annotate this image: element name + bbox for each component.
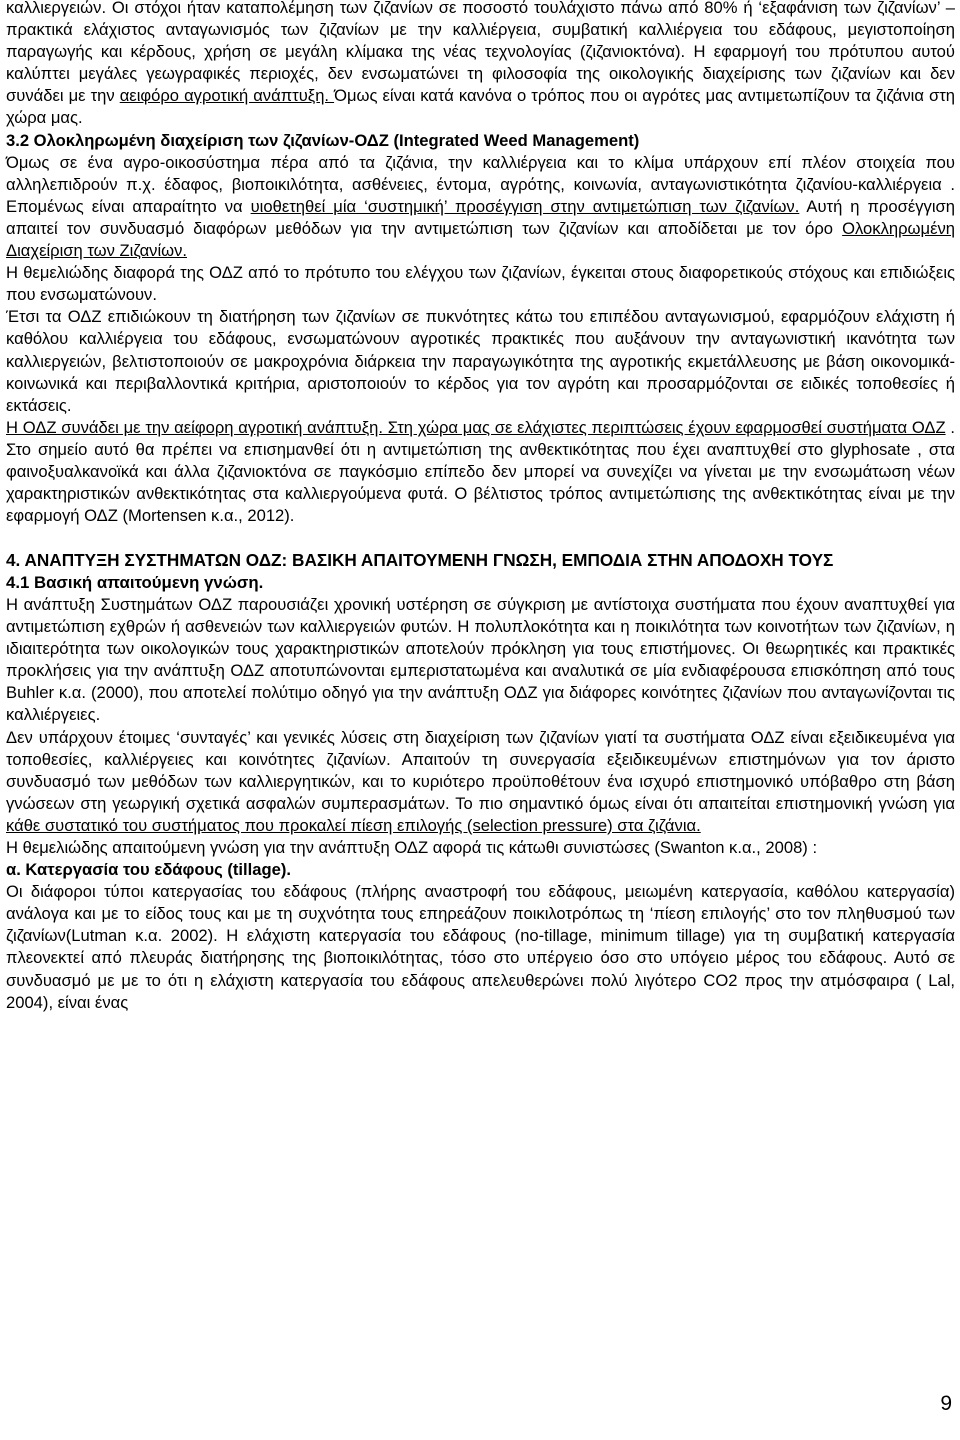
document-page xyxy=(6,0,955,1014)
section-3-2-paragraph-4 xyxy=(6,417,955,527)
section-spacer xyxy=(6,527,955,549)
s32-p1-underlined-2: Ολοκληρωμένη Διαχείριση των Ζιζανίων. xyxy=(6,218,955,261)
section-3-2-paragraph-3: Έτσι τα ΟΔΖ επιδιώκουν τη διατήρηση των ζιζανίων σε πυκνότητες κάτω του επιπέδου ανταγωνισμού, εφαρμόζουν ελάχιστη ή καθόλου καλλιέργεια του εδάφους, ενσωματώνουν αγροτικές πρακτικές που αυξάνουν την ανταγωνιστική ικανότητα των καλλιεργειών, βελτιστοποιούν σε μακροχρόνια διάρκεια την παραγωγικότητα της αγροτικής εκμετάλλευσης με βάση οικονομικά-κοινωνικά και περιβαλλοντικά κριτήρια, αριστοποιούν το κέρδος για τον αγρότη και προσαρμόζονται σε ειδικές τοποθεσίες ή εκτάσεις. xyxy=(6,307,955,415)
section-4-paragraph-3: Η θεμελιώδης απαιτούμενη γνώση για την ανάπτυξη ΟΔΖ αφορά τις κάτωθι συνιστώσες (Swanton κ.α., 2008) : xyxy=(6,837,818,857)
page-number: 9 xyxy=(940,1392,952,1415)
section-4-paragraph-2 xyxy=(6,727,955,837)
s32-p4-text: . Στο σημείο αυτό θα πρέπει να επισημανθεί ότι η αντιμετώπιση της ανθεκτικότητας που έχει αναπτυχθεί στο glyphosate , στα φαινοξυαλκανοϊκά και άλλα ζιζανιοκτόνα σε παγκόσμιο επίπεδο δεν μπορεί να συνεχίζει να γίνεται με την ενσωμάτωση νέων χαρακτηριστικών ανθεκτικότητας στα καλλιεργούμενα φυτά. Ο βέλτιστος τρόπος αντιμετώπισης της ανθεκτικότητας είναι με την εφαρμογή ΟΔΖ (Mortensen κ.α., 2012). xyxy=(6,417,955,526)
s32-p1-underlined-1: υιοθετηθεί μία ‘συστημική’ προσέγγιση στην αντιμετώπιση των ζιζανίων. xyxy=(250,196,800,216)
intro-text-2: Όμως είναι κατά κανόνα ο τρόπος που οι αγρότες μας αντιμετωπίζουν τα ζιζάνια στη χώρα μας. xyxy=(6,86,955,128)
section-4-paragraph-4: Οι διάφοροι τύποι κατεργασίας του εδάφους (πλήρης αναστροφή του εδάφους, μειωμένη κατεργασία, καθόλου κατεργασία) ανάλογα και με το είδος τους και με τη συχνότητα τους επηρεάζουν ποικιλοτρόπως τη ‘πίεση επιλογής’ στο τον πληθυσμού των ζιζανίων(Lutman κ.α. 2002). Η ελάχιστη κατεργασία του εδάφους (no-tillage, minimum tillage) για τη συμβατική κατεργασία πλεονεκτεί από πλευράς διατήρησης της βιοποικιλότητας, τόσο στο υπέργειο όσο στο υπόγειο μέρος του εδάφους. Αυτό σε συνδυασμό με με το ότι η ελάχιστη κατεργασία του εδάφους απελευθερώνει πολύ λιγότερο CO2 προς την ατμόσφαιρα ( Lal, 2004), είναι ένας xyxy=(6,882,955,1012)
section-3-2-paragraph-1 xyxy=(6,152,955,262)
section-3-2-heading: 3.2 Ολοκληρωμένη διαχείριση των ζιζανίων-ΟΔΖ (Integrated Weed Management) xyxy=(6,130,640,150)
s4-p2-underlined: κάθε συστατικό του συστήματος που προκαλεί πίεση επιλογής (selection pressure) στα ζιζάνια. xyxy=(6,815,701,835)
section-4-1-heading: 4.1 Βασική απαιτούμενη γνώση. xyxy=(6,572,264,592)
intro-text-1: καλλιεργειών. Οι στόχοι ήταν καταπολέμηση των ζιζανίων σε ποσοστό τουλάχιστο πάνω από 80% ή ‘εξαφάνιση των ζιζανίων’ –πρακτικά ελάχιστος ανταγωνισμός των ζιζανίων με την καλλιέργεια, συμβατική καλλιέργεια του εδάφους, μεγιστοποίηση παραγωγής και κέρδους, χρήση σε μεγάλη κλίμακα της νέας τεχνολογίας (ζιζανιοκτόνα). Η εφαρμογή του πρότυπου αυτού καλύπτει μεγάλες γεωγραφικές περιοχές, δεν ενσωματώνει τη φιλοσοφία της οικολογικής διαχείρισης των ζιζανίων και δεν συνάδει με την xyxy=(6,0,955,106)
section-4-heading: 4. ΑΝΑΠΤΥΞΗ ΣΥΣΤΗΜΑΤΩΝ ΟΔΖ: ΒΑΣΙΚΗ ΑΠΑΙΤΟΥΜΕΝΗ ΓΝΩΣΗ, ΕΜΠΟΔΙΑ ΣΤΗΝ ΑΠΟΔΟΧΗ ΤΟΥΣ xyxy=(6,550,834,571)
s4-p2-text: Δεν υπάρχουν έτοιμες ‘συνταγές’ και γενικές λύσεις στη διαχείριση των ζιζανίων γιατί τα συστήματα ΟΔΖ είναι εξειδικευμένα για τοποθεσίες, καλλιέργειες και κοινότητες ζιζανίων. Απαιτούν τη συνεργασία εξειδικευμένων επιστημόνων για τον άριστο συνδυασμό των μεθόδων των καλλιεργητικών, και το κυριότερο προϋποθέτουν ένα ισχυρό επιστημονικό υπόβαθρο στη βάση γνώσεων στη γεωργική σχετικά ασφαλών συμπερασμάτων. Το πιο σημαντικό όμως είναι ότι απαιτείται επιστημονική γνώση για xyxy=(6,727,955,813)
item-a-heading: α. Κατεργασία του εδάφους (tillage). xyxy=(6,860,291,880)
s32-p4-underlined: Η ΟΔΖ συνάδει με την αείφορη αγροτική ανάπτυξη. Στη χώρα μας σε ελάχιστες περιπτώσεις έχουν εφαρμοσθεί συστήματα ΟΔΖ xyxy=(6,417,946,437)
section-3-2-paragraph-2: Η θεμελιώδης διαφορά της ΟΔΖ από το πρότυπο του ελέγχου των ζιζανίων, έγκειται στους διαφορετικούς στόχους και επιδιώξεις που ενσωματώνουν. xyxy=(6,263,955,305)
intro-paragraph xyxy=(6,0,955,130)
s32-p1-text-b: Αυτή η προσέγγιση απαιτεί τον συνδυασμό διαφόρων μεθόδων για την αντιμετώπιση των ζιζανίων και αποδίδεται με τον όρο xyxy=(6,196,955,238)
section-4-paragraph-1: Η ανάπτυξη Συστημάτων ΟΔΖ παρουσιάζει χρονική υστέρηση σε σύγκριση με αντίστοιχα συστήματα που έχουν αναπτυχθεί για αντιμετώπιση εχθρών ή ασθενειών των καλλιεργειών φυτών. Η πολυπλοκότητα και η ποικιλότητα των κοινοτήτων των ζιζανίων, η ιδιαιτερότητα των οικολογικών τους χαρακτηριστικών αποτελούν πρόκληση για τους επιστήμονες. Οι θεωρητικές και πρακτικές προκλήσεις για την ανάπτυξη ΟΔΖ αποτυπώνονται εμπεριστατωμένα και αναλυτικά σε μία ενδιαφέρουσα επισκόπηση από τους Buhler κ.α. (2000), που αποτελεί πολύτιμο οδηγό για την ανάπτυξη ΟΔΖ για διάφορες κοινότητες ζιζανίων που ανταγωνίζονται τις καλλιέργειες. xyxy=(6,594,955,725)
intro-underlined-text: αειφόρο αγροτική ανάπτυξη. xyxy=(119,86,335,106)
s32-p1-text-a: Όμως σε ένα αγρο-οικοσύστημα πέρα από τα ζιζάνια, την καλλιέργεια και το κλίμα υπάρχουν επί πλέον στοιχεία που αλληλεπιδρούν π.χ. έδαφος, βιοποικιλότητα, ασθένειες, έντομα, αγρότης, κοινωνία, ανταγωνιστικότητα ζιζανίου-καλλιέργεια . Επομένως είναι απαραίτητο να xyxy=(6,152,955,216)
